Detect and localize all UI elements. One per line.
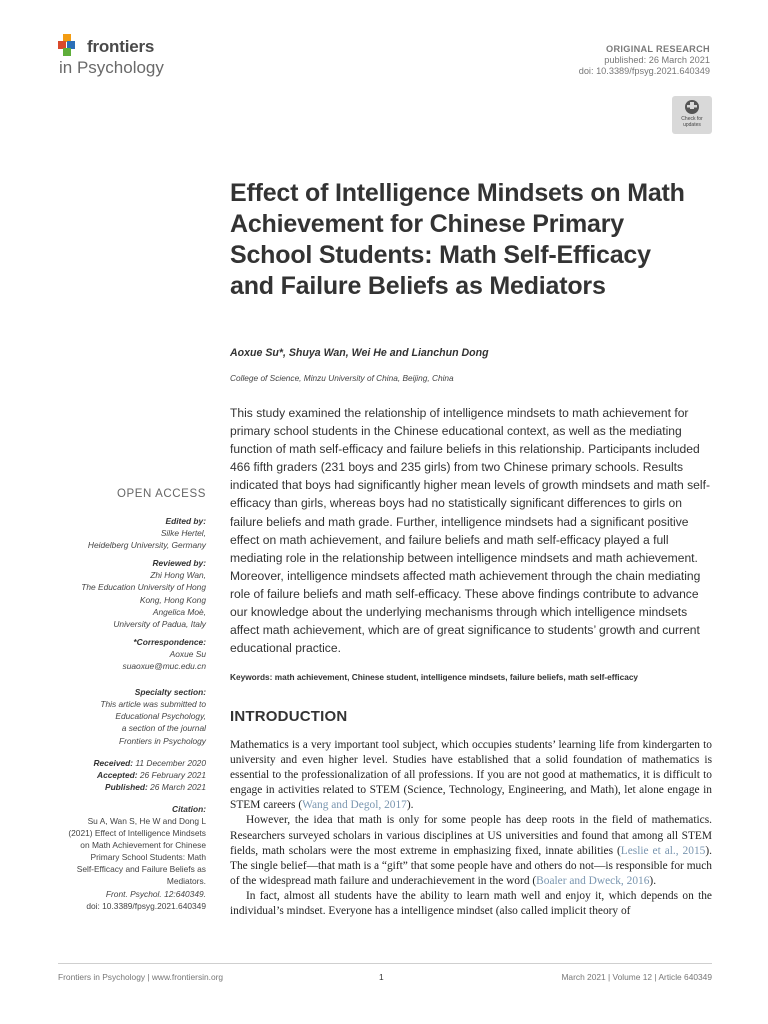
frontiers-logo-icon (58, 34, 80, 56)
correspondence-email[interactable]: suaoxue@muc.edu.cn (122, 661, 206, 672)
citation-link[interactable]: Boaler and Dweck, 2016 (536, 874, 650, 887)
correspondence-section: *Correspondence: Aoxue Su suaoxue@muc.edu.cn (48, 636, 206, 672)
keywords: Keywords: math achievement, Chinese student, intelligence mindsets, failure beliefs, math self-efficacy (230, 672, 639, 682)
journal-logo (58, 34, 218, 80)
journal-subtitle: in Psychology (59, 58, 164, 77)
author-list: Aoxue Su*, Shuya Wan, Wei He and Lianchun Dong (230, 347, 489, 359)
introduction-body (230, 738, 712, 919)
dates-section: Received: 11 December 2020 Accepted: 26 February 2021 Published: 26 March 2021 (93, 757, 206, 792)
crossmark-label: Check for updates (681, 116, 703, 128)
article-info-sidebar (48, 515, 206, 918)
check-for-updates-badge[interactable] (672, 96, 712, 134)
journal-name: frontiers (87, 37, 155, 56)
edited-by-section: Edited by: Silke Hertel, Heidelberg University, Germany (87, 516, 206, 551)
footer-divider (58, 963, 712, 964)
citation-link[interactable]: Leslie et al., 2015 (620, 844, 706, 857)
citation-section: Citation: Su A, Wan S, He W and Dong L (2021) Effect of Intelligence Mindsets on Math Achievement for Chinese Primary School Students: Math Self-Efficacy and Failure Beliefs as Mediators. Front. Psychol. 12:640349. doi: 10.3389/fpsyg.2021.640349 (68, 803, 206, 911)
published-date: published: 26 March 2021 (604, 55, 710, 65)
abstract: This study examined the relationship of intelligence mindsets to math achievement for primary school students in the Chinese educational context, as well as the mediating function of math self-efficacy and failure beliefs in this relationship. Participants included 466 fifth graders (231 boys and 235 girls) from two Chinese primary schools. Results indicated that boys had significantly higher mean levels of growth mindsets and math self-efficacy than girls, whereas boys had no statistically significant differences to girls on failure beliefs and math grade. Further, intelligence mindsets had a significant positive effect on math achievement, and failure beliefs and math self-efficacy played a full mediating role in the relationship between intelligence mindsets and math achievement. Moreover, intelligence mindsets affected math achievement through the chain mediating role of failure beliefs and math self-efficacy. These above findings contribute to advance our knowledge about the underlying mechanisms through which intelligence mindsets affect math achievement, which are of great significance to students’ growth and current educational practice. (230, 406, 710, 656)
article-doi[interactable]: doi: 10.3389/fpsyg.2021.640349 (578, 66, 710, 76)
reviewed-by-section: Reviewed by: Zhi Hong Wan, The Education University of Hong Kong, Hong Kong Angelica Moè, University of Padua, Italy (81, 558, 206, 629)
page-number: 1 (379, 972, 384, 982)
affiliation: College of Science, Minzu University of China, Beijing, China (230, 373, 454, 383)
article-meta-header (579, 44, 710, 77)
crossmark-icon (684, 99, 700, 115)
article-type: ORIGINAL RESEARCH (606, 44, 710, 54)
citation-link[interactable]: Wang and Degol, 2017 (302, 799, 407, 812)
specialty-section: Specialty section: This article was submitted to Educational Psychology, a section of the journal Frontiers in Psychology (100, 687, 206, 746)
paragraph: Mathematics is a very important tool subject, which occupies students’ learning life from kindergarten to university and even higher level. Studies have established that a solid foundation of mathematics is essential to the professionalization of all professions. If you are not good at mathematics, it is difficult to engage in activities related to STEM (Science, Technology, Engineering, and Math), let alone engage in STEM careers (Wang and Degol, 2017). (230, 739, 712, 812)
paragraph: However, the idea that math is only for some people has deep roots in the field of mathematics. Researchers surveyed scholars in various disciplines at US universities and found that among all STEM fields, math scholars were the most extreme in emphasizing fixed, innate abilities (Leslie et al., 2015). The single belief—that math is a “gift” that some people have and others do not—is responsible for much of the widespread math failure and underachievement in the word (Boaler and Dweck, 2016). (230, 814, 712, 887)
open-access-label: OPEN ACCESS (116, 488, 206, 500)
article-title: Effect of Intelligence Mindsets on Math Achievement for Chinese Primary School Students: Math Self-Efficacy and Failure Beliefs as Mediators (230, 179, 685, 300)
footer-article-info: March 2021 | Volume 12 | Article 640349 (561, 972, 712, 982)
section-heading-introduction: INTRODUCTION (230, 708, 348, 725)
footer-journal[interactable]: Frontiers in Psychology | www.frontiersin.org (58, 972, 224, 982)
paragraph: In fact, almost all students have the ability to learn math well and enjoy it, which depends on the individual’s mindset. Everyone has a intelligence mindset (also called implicit theory of (230, 889, 712, 918)
